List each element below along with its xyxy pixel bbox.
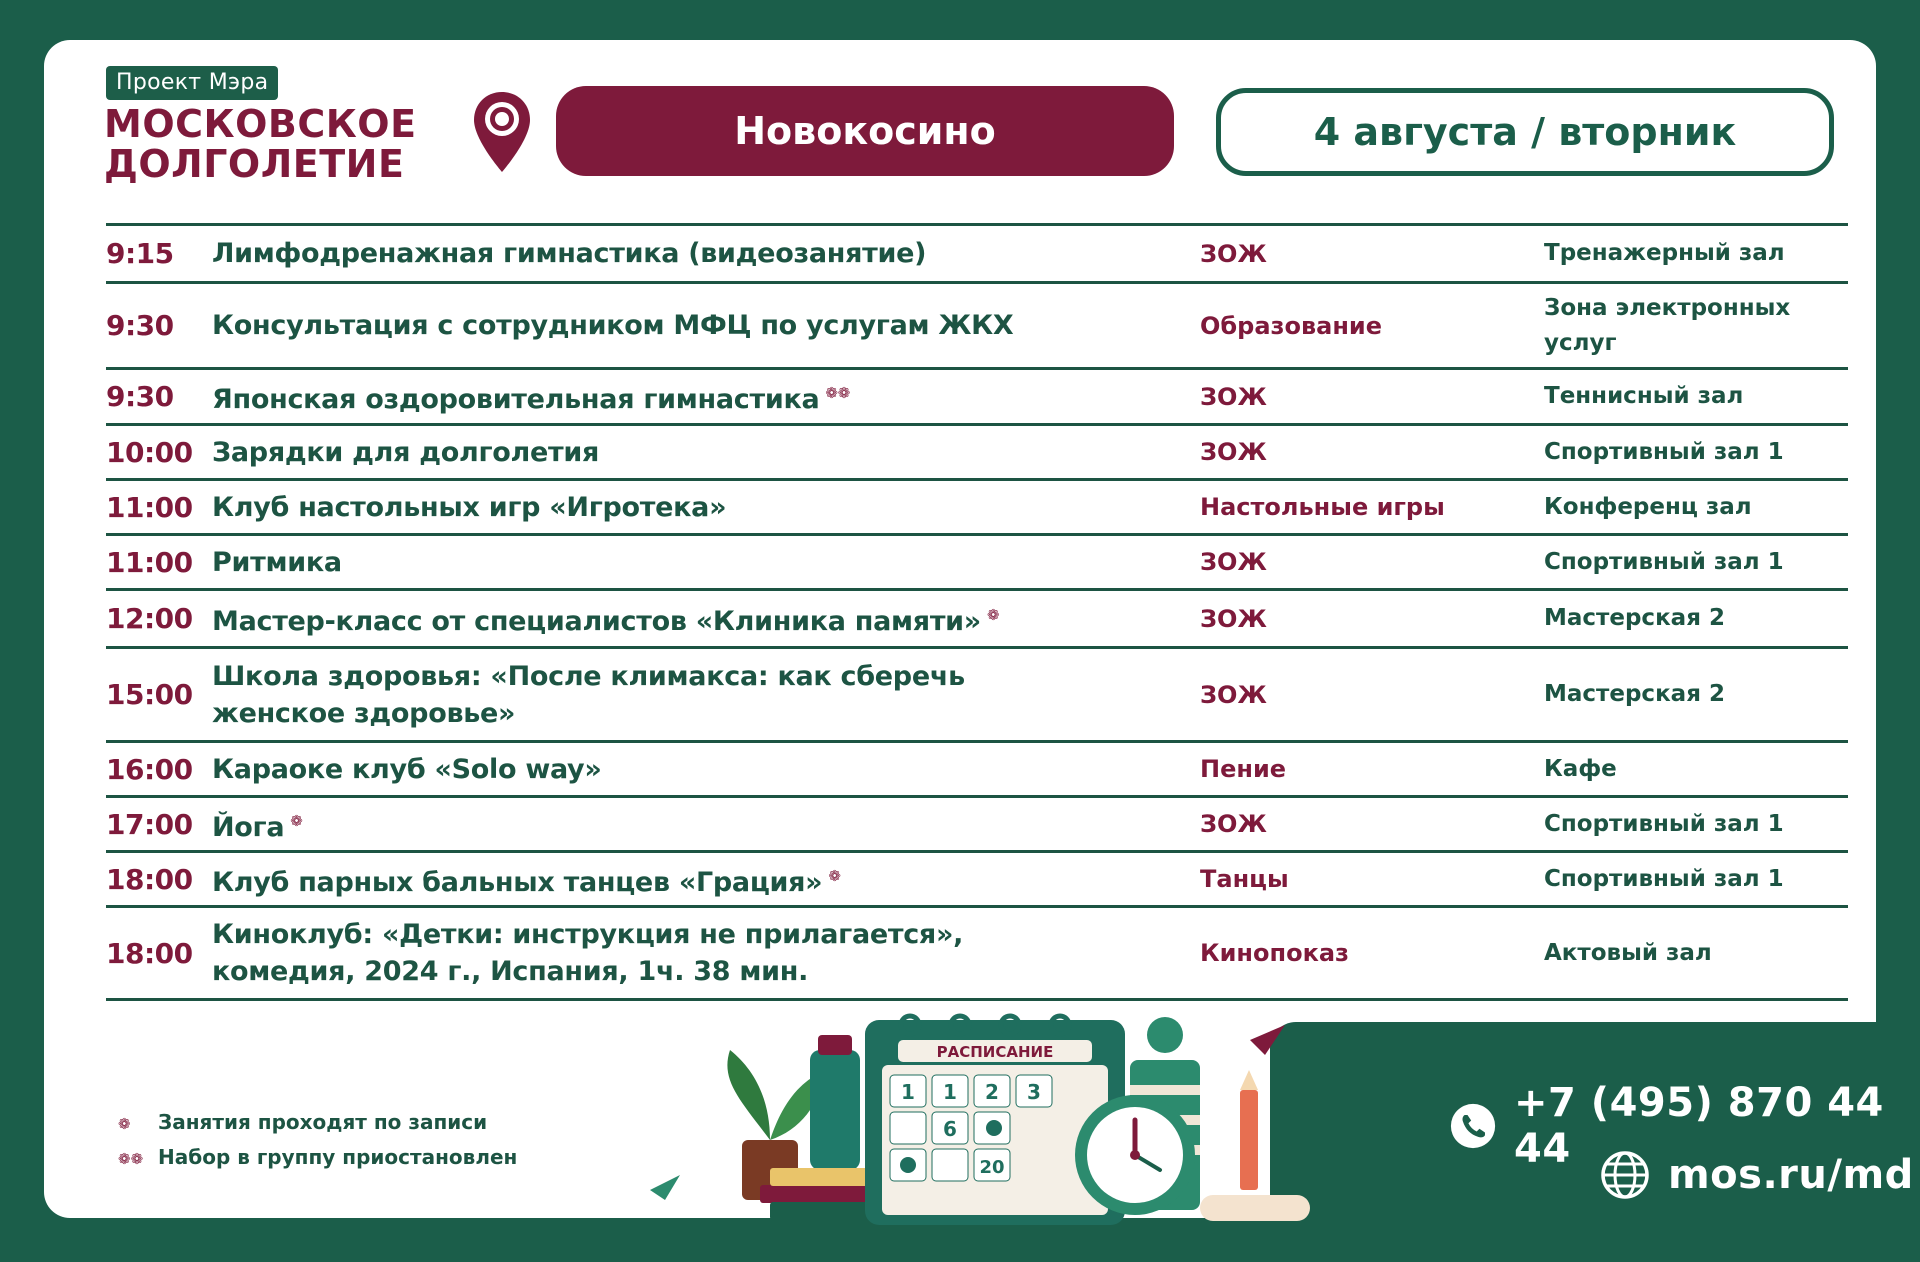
time-cell: 9:30	[106, 380, 174, 413]
paused-mark-icon: ❁❁	[825, 384, 850, 402]
category-cell: ЗОЖ	[1200, 604, 1267, 633]
calendar-cell: 20	[979, 1157, 1005, 1178]
event-title-text: Караоке клуб «Solo way»	[212, 753, 602, 785]
event-title-text: Клуб парных бальных танцев «Грация»	[212, 866, 823, 898]
room-cell: Зона электронных услуг	[1544, 294, 1791, 356]
event-title-text: Зарядки для долголетия	[212, 436, 600, 468]
schedule-illustration	[620, 990, 1320, 1230]
pencil	[1240, 1090, 1258, 1190]
category-cell: ЗОЖ	[1200, 680, 1267, 709]
signup-mark-icon: ❁	[828, 866, 841, 885]
time-cell: 17:00	[106, 807, 193, 841]
calendar-cell: 1	[943, 1080, 957, 1104]
time-cell: 16:00	[106, 752, 193, 786]
table-row	[106, 226, 1848, 284]
time-cell: 18:00	[106, 936, 193, 970]
room-cell: Теннисный зал	[1544, 383, 1744, 409]
event-title-text: Японская оздоровительная гимнастика	[212, 384, 820, 415]
event-title	[212, 916, 1072, 990]
category-cell: Кинопоказ	[1200, 939, 1350, 967]
time-cell: 9:30	[106, 309, 174, 342]
schedule-table	[106, 223, 1848, 1001]
event-title-text: Йога	[212, 811, 285, 843]
time-cell: 9:15	[106, 237, 174, 270]
brand-line-1: МОСКОВСКОЕ	[104, 102, 417, 146]
calendar-cell: 3	[1027, 1080, 1041, 1104]
room-cell: Конференц зал	[1544, 493, 1752, 520]
phone-number: +7 (495) 870 44 44	[1514, 1080, 1884, 1172]
event-title-text: Школа здоровья: «После климакса: как сберечь женское здоровье»	[212, 660, 965, 729]
calendar-label: РАСПИСАНИЕ	[936, 1043, 1054, 1061]
room-cell: Спортивный зал 1	[1544, 810, 1784, 837]
category-cell: Танцы	[1200, 865, 1289, 893]
event-title	[212, 307, 1112, 344]
district-label: Новокосино	[556, 86, 1174, 176]
table-row	[106, 743, 1848, 798]
event-title-text: Лимфодренажная гимнастика (видеозанятие)	[212, 238, 927, 269]
room-cell: Мастерская 2	[1544, 605, 1725, 631]
legend-paused-text: Набор в группу приостановлен	[158, 1145, 518, 1169]
time-cell: 10:00	[106, 435, 193, 469]
category-cell: ЗОЖ	[1200, 239, 1267, 268]
room-cell: Тренажерный зал	[1544, 240, 1785, 266]
table-row	[106, 798, 1848, 853]
brand-line-2: ДОЛГОЛЕТИЕ	[104, 142, 405, 186]
room-cell: Кафе	[1544, 755, 1617, 782]
category-cell: ЗОЖ	[1200, 438, 1267, 466]
phone-icon	[1450, 1101, 1496, 1151]
table-row	[106, 853, 1848, 908]
table-row	[106, 908, 1848, 1001]
calendar-cell: 6	[943, 1117, 957, 1141]
category-cell: Образование	[1200, 311, 1383, 340]
eraser	[1200, 1195, 1310, 1221]
event-title-text: Киноклуб: «Детки: инструкция не прилагается», комедия, 2024 г., Испания, 1ч. 38 мин.	[212, 919, 964, 987]
event-title	[212, 544, 1112, 581]
category-cell: ЗОЖ	[1200, 810, 1267, 838]
signup-mark-icon: ❁	[290, 811, 303, 830]
time-cell: 11:00	[106, 545, 193, 579]
room-cell: Актовый зал	[1544, 939, 1712, 966]
legend-signup	[118, 1110, 487, 1134]
legend-paused	[118, 1145, 517, 1169]
category-cell: Настольные игры	[1200, 493, 1445, 521]
category-cell: ЗОЖ	[1200, 548, 1267, 576]
time-cell: 11:00	[106, 490, 193, 524]
event-title	[212, 858, 1112, 901]
event-title	[212, 658, 1072, 732]
table-row	[106, 536, 1848, 591]
clock-icon	[1075, 1095, 1195, 1215]
time-cell: 12:00	[106, 602, 193, 635]
time-cell: 15:00	[106, 678, 193, 711]
bottle	[810, 1050, 860, 1170]
site-url: mos.ru/md	[1668, 1152, 1914, 1198]
category-cell: Пение	[1200, 755, 1287, 783]
table-row	[106, 284, 1848, 370]
event-title	[212, 434, 1112, 471]
event-title	[212, 597, 1112, 640]
signup-mark-icon: ❁	[118, 1115, 131, 1133]
paper-plane-icon	[1250, 1025, 1285, 1055]
calendar-cell: 2	[985, 1080, 999, 1104]
event-title-text: Консультация с сотрудником МФЦ по услугам ЖКХ	[212, 310, 1014, 341]
paper-plane-icon	[650, 1175, 680, 1200]
signup-mark-icon: ❁	[986, 606, 1000, 624]
date-label: 4 августа / вторник	[1216, 88, 1834, 176]
time-cell: 18:00	[106, 862, 193, 896]
category-cell: ЗОЖ	[1200, 382, 1267, 411]
event-title	[212, 235, 1112, 272]
room-cell: Спортивный зал 1	[1544, 865, 1784, 892]
globe-icon	[1600, 1150, 1650, 1200]
event-title	[212, 489, 1112, 526]
paused-mark-icon: ❁❁	[118, 1150, 144, 1168]
location-pin-icon	[470, 88, 534, 176]
room-cell: Мастерская 2	[1544, 681, 1725, 707]
brand-logo	[104, 104, 417, 184]
event-title	[212, 375, 1112, 418]
event-title	[212, 803, 1112, 846]
project-badge: Проект Мэра	[106, 66, 278, 100]
event-title-text: Мастер-класс от специалистов «Клиника памяти»	[212, 606, 981, 637]
table-row	[106, 481, 1848, 536]
table-row	[106, 370, 1848, 426]
event-title	[212, 751, 1112, 788]
legend-signup-text: Занятия проходят по записи	[158, 1110, 488, 1134]
room-cell: Спортивный зал 1	[1544, 548, 1784, 575]
calendar-cell: 1	[901, 1080, 915, 1104]
table-row	[106, 591, 1848, 649]
site-contact	[1600, 1150, 1914, 1200]
event-title-text: Клуб настольных игр «Игротека»	[212, 491, 727, 523]
table-row	[106, 426, 1848, 481]
table-row	[106, 649, 1848, 743]
event-title-text: Ритмика	[212, 546, 342, 578]
room-cell: Спортивный зал 1	[1544, 438, 1784, 465]
